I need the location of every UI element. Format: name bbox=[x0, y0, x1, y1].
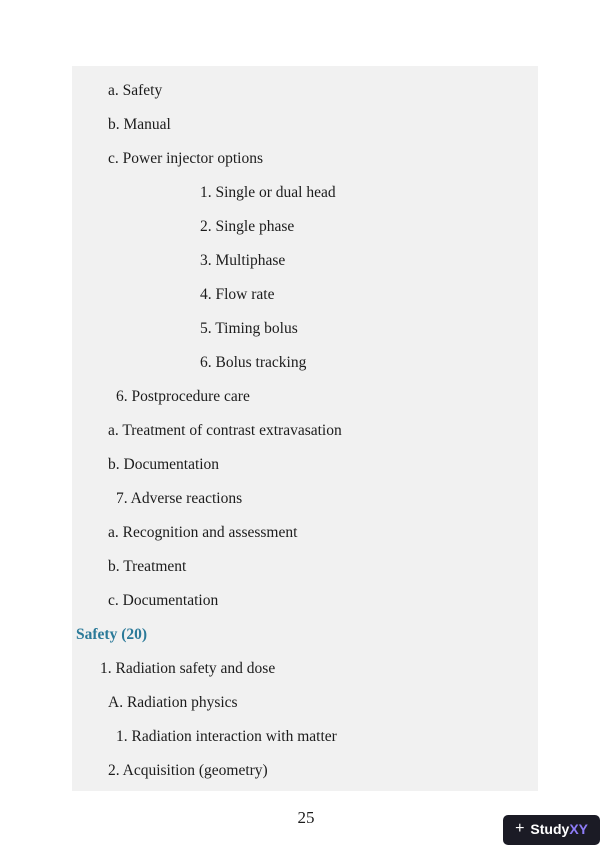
outline-item: a. Recognition and assessment bbox=[108, 524, 298, 541]
outline-item: 4. Flow rate bbox=[200, 286, 275, 303]
outline-item: 1. Radiation interaction with matter bbox=[116, 728, 337, 745]
watermark-label bbox=[530, 821, 588, 839]
section-heading: Safety (20) bbox=[76, 626, 148, 643]
page-number: 25 bbox=[297, 808, 315, 827]
outline-item: A. Radiation physics bbox=[108, 694, 238, 711]
outline-item: 5. Timing bolus bbox=[200, 320, 298, 337]
watermark-xy-text: XY bbox=[569, 821, 588, 837]
outline-item: a. Treatment of contrast extravasation bbox=[108, 422, 342, 439]
outline-item: c. Documentation bbox=[108, 592, 219, 609]
studyxy-watermark[interactable] bbox=[503, 815, 600, 845]
outline-item: c. Power injector options bbox=[108, 150, 263, 167]
outline-item: 2. Single phase bbox=[200, 218, 295, 235]
outline-item: 1. Radiation safety and dose bbox=[100, 660, 276, 677]
outline-item: 7. Adverse reactions bbox=[116, 490, 243, 507]
outline-item: b. Manual bbox=[108, 116, 171, 133]
outline-item: 2. Acquisition (geometry) bbox=[108, 762, 268, 779]
outline-list bbox=[72, 66, 538, 788]
outline-item: 3. Multiphase bbox=[200, 252, 286, 269]
outline-item: 6. Bolus tracking bbox=[200, 354, 307, 371]
plus-icon: + bbox=[515, 820, 525, 837]
outline-item: a. Safety bbox=[108, 82, 163, 99]
outline-item: b. Documentation bbox=[108, 456, 220, 473]
watermark-study-text: Study bbox=[530, 821, 570, 837]
outline-item: 6. Postprocedure care bbox=[116, 388, 250, 405]
content-panel bbox=[72, 66, 538, 791]
outline-item: 1. Single or dual head bbox=[200, 184, 336, 201]
outline-item: b. Treatment bbox=[108, 558, 187, 575]
